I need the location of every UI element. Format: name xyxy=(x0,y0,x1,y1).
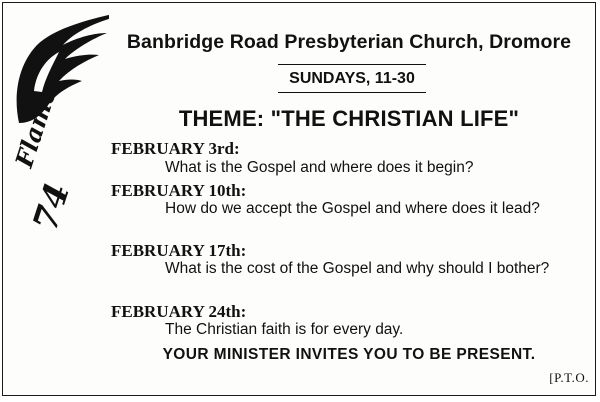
flame-74-lettering: Flame xyxy=(9,83,63,171)
topic-feb-3: What is the Gospel and where does it begin? xyxy=(165,159,474,176)
date-feb-24: FEBRUARY 24th: xyxy=(111,302,247,321)
flame-74-year: 74 xyxy=(25,178,79,236)
church-name: Banbridge Road Presbyterian Church, Dromore xyxy=(126,31,572,53)
service-time-box xyxy=(278,64,426,93)
topic-feb-10: How do we accept the Gospel and where does it lead? xyxy=(165,200,540,217)
topic-feb-24: The Christian faith is for every day. xyxy=(165,321,404,338)
service-time: SUNDAYS, 11-30 xyxy=(289,69,415,87)
please-turn-over: [P.T.O. xyxy=(549,370,589,385)
date-feb-3: FEBRUARY 3rd: xyxy=(111,139,240,158)
date-feb-10: FEBRUARY 10th: xyxy=(111,181,247,200)
date-feb-17: FEBRUARY 17th: xyxy=(111,241,247,260)
series-theme: THEME: "THE CHRISTIAN LIFE" xyxy=(178,106,520,131)
leaflet-card xyxy=(2,2,596,396)
topic-feb-17: What is the cost of the Gospel and why should I bother? xyxy=(165,260,550,277)
minister-invitation: YOUR MINISTER INVITES YOU TO BE PRESENT. xyxy=(162,346,536,363)
flame-74-logo xyxy=(9,11,109,243)
